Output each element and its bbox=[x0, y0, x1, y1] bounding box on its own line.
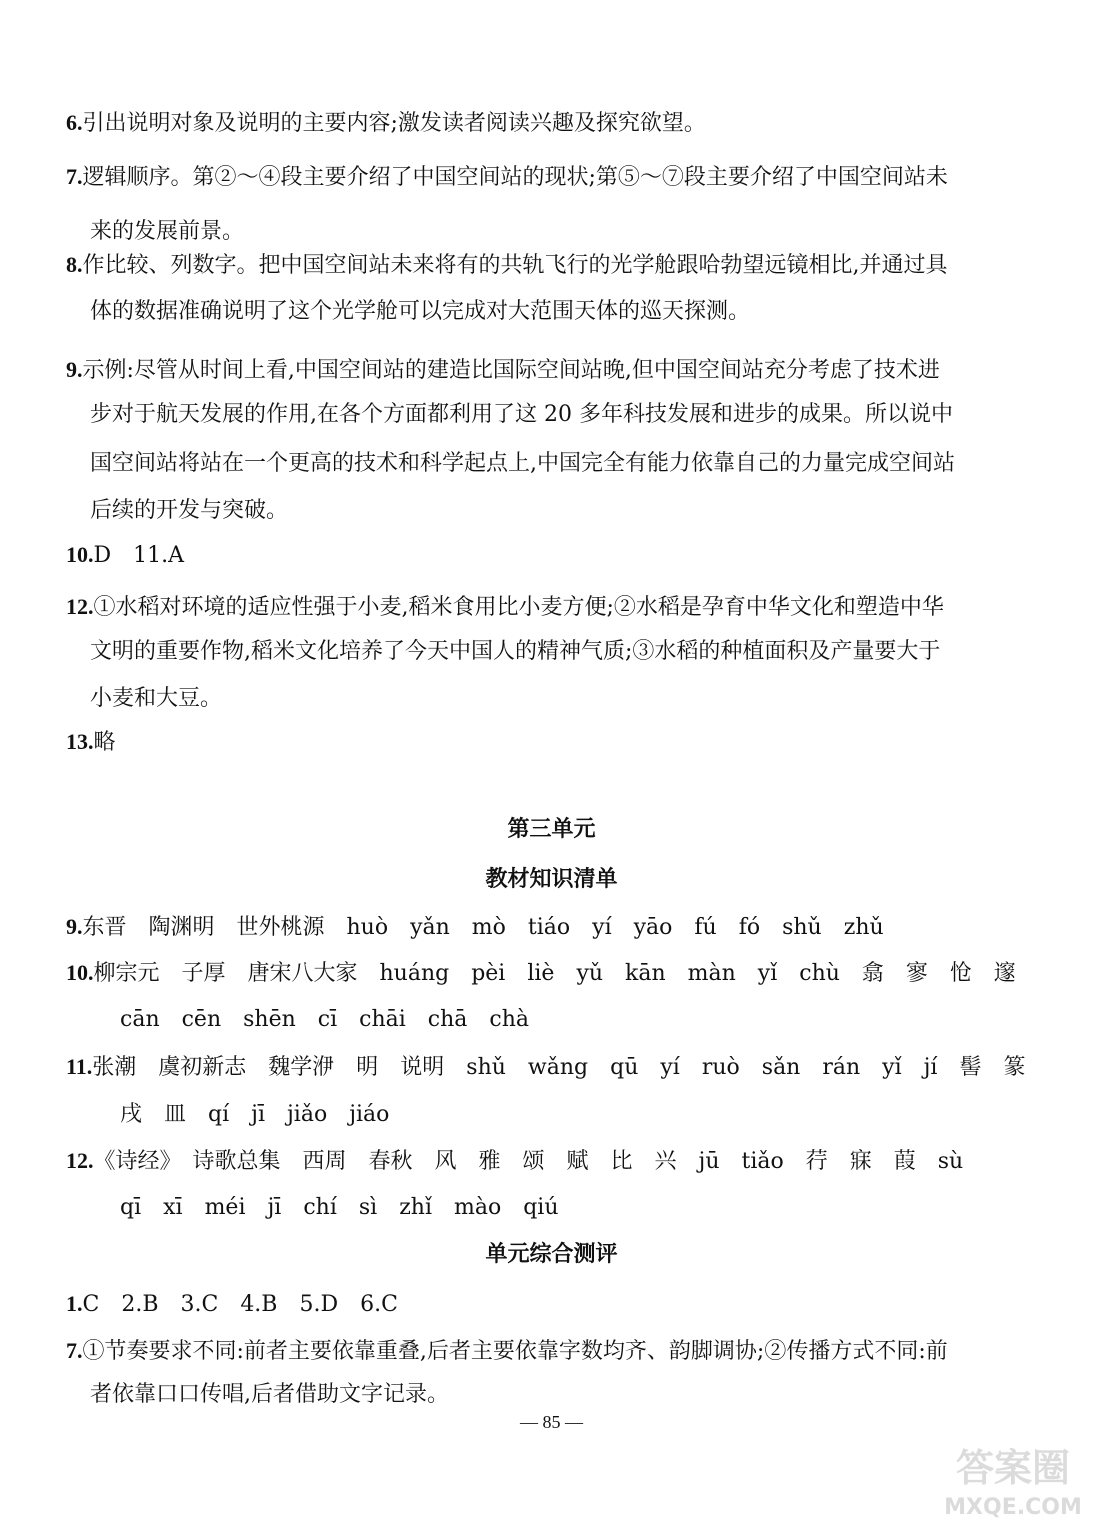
line-text: 引出说明对象及说明的主要内容;激发读者阅读兴趣及探究欲望。 bbox=[82, 111, 706, 136]
text-line bbox=[0, 637, 1103, 667]
page-number: — 85 — bbox=[520, 1412, 583, 1432]
line-text: 体的数据准确说明了这个光学舱可以完成对大范围天体的巡天探测。 bbox=[90, 299, 751, 324]
line-text: 作比较、列数字。把中国空间站未来将有的共轨飞行的光学舱跟哈勃望远镜相比,并通过具 bbox=[82, 253, 948, 278]
line-text: D 11.A bbox=[93, 543, 185, 568]
line-text: 逻辑顺序。第②～④段主要介绍了中国空间站的现状;第⑤～⑦段主要介绍了中国空间站未 bbox=[82, 165, 948, 190]
text-line bbox=[0, 1336, 1103, 1367]
text-line bbox=[0, 1052, 1103, 1083]
item-number: 8. bbox=[66, 252, 83, 277]
item-number: 7. bbox=[66, 1338, 83, 1363]
text-line bbox=[0, 540, 1103, 571]
text-line bbox=[0, 1193, 1103, 1223]
text-line bbox=[0, 400, 1103, 430]
text-line bbox=[0, 958, 1103, 989]
unit-title: 第三单元 bbox=[507, 816, 596, 842]
item-number: 7. bbox=[66, 164, 83, 189]
line-text: cān cēn shēn cī chāi chā chà bbox=[120, 1007, 529, 1032]
line-text: 文明的重要作物,稻米文化培养了今天中国人的精神气质;③水稻的种植面积及产量要大于 bbox=[90, 639, 941, 664]
item-number: 1. bbox=[66, 1291, 83, 1316]
text-line bbox=[0, 727, 1103, 758]
line-text: 戌 皿 qí jī jiǎo jiáo bbox=[120, 1102, 390, 1127]
line-text: 柳宗元 子厚 唐宋八大家 huáng pèi liè yǔ kān màn yǐ chù 翕 寥 怆 邃 bbox=[93, 961, 1016, 986]
text-line bbox=[0, 684, 1103, 714]
text-line bbox=[0, 1146, 1103, 1177]
text-line bbox=[0, 1100, 1103, 1130]
line-text: 张潮 虞初新志 魏学洢 明 说明 shǔ wǎng qū yí ruò sǎn rán yǐ jí 髻 篆 bbox=[92, 1055, 1026, 1080]
svg-text:答案圈: 答案圈 bbox=[955, 1446, 1071, 1490]
item-number: 10. bbox=[66, 542, 94, 567]
line-text: qī xī méi jī chí sì zhǐ mào qiú bbox=[120, 1195, 559, 1220]
line-text: 后续的开发与突破。 bbox=[90, 498, 289, 523]
text-line bbox=[0, 592, 1103, 623]
text-line bbox=[0, 162, 1103, 193]
text-line bbox=[0, 250, 1103, 281]
line-text: ①节奏要求不同:前者主要依靠重叠,后者主要依靠字数均齐、韵脚调协;②传播方式不同:前 bbox=[82, 1339, 948, 1364]
line-text: 示例:尽管从时间上看,中国空间站的建造比国际空间站晚,但中国空间站充分考虑了技术进 bbox=[82, 358, 940, 383]
watermark-logo bbox=[933, 1436, 1093, 1526]
line-text: 国空间站将站在一个更高的技术和科学起点上,中国完全有能力依靠自己的力量完成空间站 bbox=[90, 451, 955, 476]
svg-text:MXQE.COM: MXQE.COM bbox=[944, 1495, 1082, 1520]
text-line bbox=[0, 449, 1103, 479]
text-line bbox=[0, 1289, 1103, 1320]
text-line bbox=[0, 217, 1103, 247]
item-number: 10. bbox=[66, 960, 94, 985]
item-number: 9. bbox=[66, 357, 83, 382]
text-line bbox=[0, 355, 1103, 386]
line-text: 者依靠口口传唱,后者借助文字记录。 bbox=[90, 1382, 449, 1407]
text-line bbox=[0, 496, 1103, 526]
item-number: 6. bbox=[66, 110, 83, 135]
section-title: 教材知识清单 bbox=[485, 866, 618, 892]
item-number: 9. bbox=[66, 914, 83, 939]
text-line bbox=[0, 108, 1103, 139]
item-number: 13. bbox=[66, 729, 94, 754]
text-line bbox=[0, 1005, 1103, 1035]
line-text: ①水稻对环境的适应性强于小麦,稻米食用比小麦方便;②水稻是孕育中华文化和塑造中华 bbox=[93, 595, 944, 620]
text-line bbox=[0, 912, 1103, 943]
item-number: 11. bbox=[66, 1054, 93, 1079]
line-text: 步对于航天发展的作用,在各个方面都利用了这 20 多年科技发展和进步的成果。所以说中 bbox=[90, 402, 953, 427]
line-text: 《诗经》 诗歌总集 西周 春秋 风 雅 颂 赋 比 兴 jū tiǎo 荇 寐 葭 sù bbox=[93, 1149, 964, 1174]
line-text: 略 bbox=[93, 730, 116, 755]
text-line bbox=[0, 297, 1103, 327]
line-text: 东晋 陶渊明 世外桃源 huò yǎn mò tiáo yí yāo fú fó shǔ zhǔ bbox=[82, 915, 884, 940]
line-text: 小麦和大豆。 bbox=[90, 686, 223, 711]
line-text: C 2.B 3.C 4.B 5.D 6.C bbox=[82, 1292, 398, 1317]
text-line bbox=[0, 1380, 1103, 1410]
item-number: 12. bbox=[66, 594, 94, 619]
line-text: 来的发展前景。 bbox=[90, 219, 245, 244]
section-title: 单元综合测评 bbox=[485, 1241, 618, 1267]
item-number: 12. bbox=[66, 1148, 94, 1173]
